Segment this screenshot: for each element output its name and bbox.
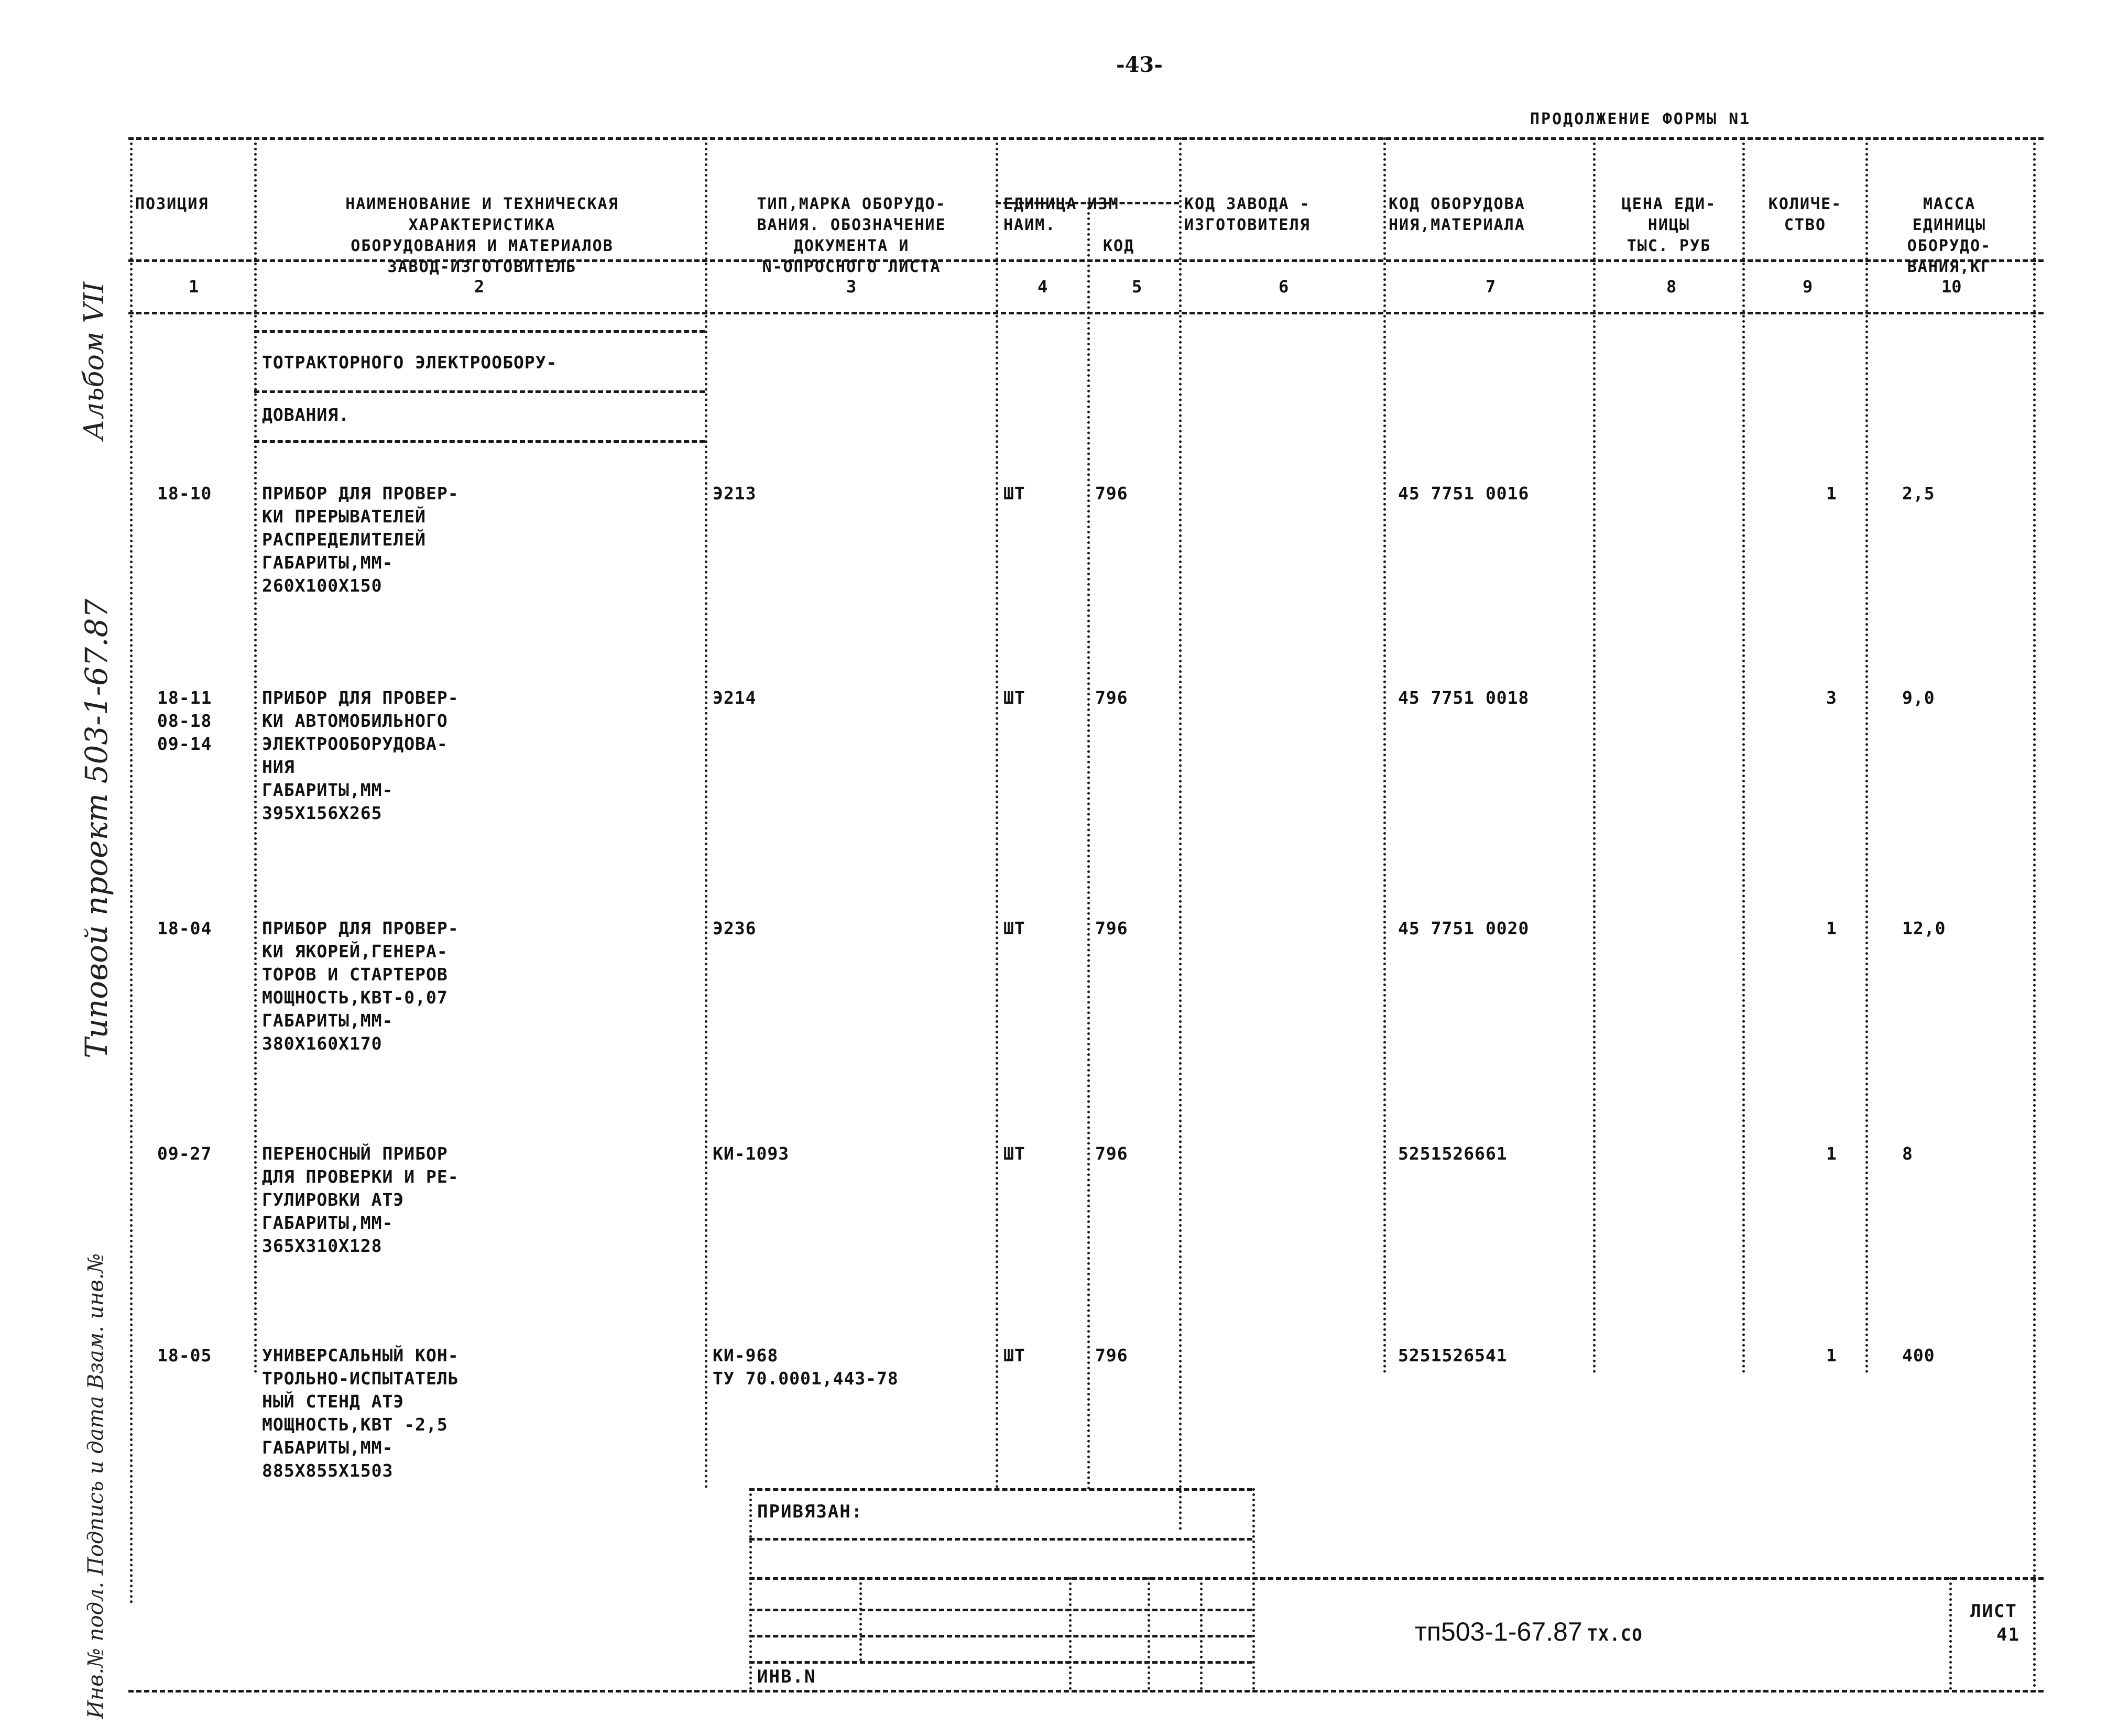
table-row-unit: ШТ (1003, 687, 1025, 708)
table-row-quantity: 1 (1826, 1345, 1837, 1366)
stamp-side-label: Инв.№ подл. Подпись и дата Взам. инв.№ (84, 1253, 108, 1719)
column-divider (1179, 137, 1182, 1531)
stamp-rule (749, 1661, 1252, 1664)
stamp-divider (749, 1488, 752, 1690)
column-number: 10 (1941, 277, 1962, 297)
table-row-name: УНИВЕРСАЛЬНЫЙ КОН- ТРОЛЬНО-ИСПЫТАТЕЛЬ НЫЙ СТЕНД АТЭ МОЩНОСТЬ,КВТ -2,5 ГАБАРИТЫ,ММ- 885Х855Х1503 (262, 1345, 459, 1481)
table-row-name: ПЕРЕНОСНЫЙ ПРИБОР ДЛЯ ПРОВЕРКИ И РЕ- ГУЛИРОВКИ АТЭ ГАБАРИТЫ,ММ- 365Х310Х128 (262, 1143, 459, 1256)
table-row-name: ПРИБОР ДЛЯ ПРОВЕР- КИ ЯКОРЕЙ,ГЕНЕРА- ТОРОВ И СТАРТЕРОВ МОЩНОСТЬ,КВТ-0,07 ГАБАРИТЫ,ММ- 380Х160Х170 (262, 918, 459, 1054)
stamp-rule (749, 1577, 2044, 1580)
table-row-equipment-code: 5251526661 (1398, 1143, 1508, 1164)
table-row-quantity: 1 (1826, 1143, 1837, 1164)
table-row-quantity: 1 (1826, 483, 1837, 504)
table-row-position: 18-04 (157, 918, 212, 938)
column-number: 9 (1803, 277, 1813, 297)
table-row-position: 18-11 08-18 09-14 (157, 687, 212, 754)
stamp-rule (749, 1635, 1252, 1637)
table-row-position: 09-27 (157, 1143, 212, 1164)
stamp-divider (1069, 1577, 1072, 1690)
column-number: 4 (1038, 277, 1048, 297)
table-bottom-border (128, 1690, 2044, 1693)
column-divider (130, 137, 133, 1604)
table-row-type: Э214 (713, 687, 757, 708)
stamp-rule (749, 1488, 1252, 1491)
table-row-unit: ШТ (1003, 1143, 1025, 1164)
table-row-type: Э236 (713, 918, 757, 938)
table-row-mass: 400 (1902, 1345, 1935, 1366)
header-position: ПОЗИЦИЯ (135, 195, 209, 213)
column-number: 1 (189, 277, 199, 297)
privyazan-label: ПРИВЯЗАН: (757, 1501, 864, 1522)
album-label: Альбом VII (79, 281, 110, 440)
section-title-rule (254, 390, 705, 393)
continuation-label: ПРОДОЛЖЕНИЕ ФОРМЫ N1 (1530, 110, 1751, 128)
sheet-number: 41 (1996, 1624, 2020, 1645)
column-number: 5 (1132, 277, 1142, 297)
column-divider (705, 137, 707, 1489)
section-title-line-2: ДОВАНИЯ. (262, 405, 350, 425)
document-code: тп503-1-67.87 ТХ.СО (1415, 1617, 1643, 1646)
stamp-divider (1200, 1577, 1203, 1690)
column-divider (1383, 137, 1386, 1374)
column-number: 6 (1279, 277, 1289, 297)
header-mass: МАССА ЕДИНИЦЫ ОБОРУДО- ВАНИЯ,КГ (1907, 195, 1992, 276)
stamp-divider (859, 1577, 862, 1661)
column-divider (1593, 137, 1596, 1374)
table-row-unit: ШТ (1003, 918, 1025, 938)
table-row-unit-code: 796 (1095, 918, 1128, 938)
column-number: 3 (846, 277, 857, 297)
page-number: -43- (1116, 52, 1163, 77)
column-number: 8 (1666, 277, 1677, 297)
column-number-bottom-border (128, 312, 2044, 314)
table-row-mass: 9,0 (1902, 687, 1935, 708)
inventory-number-label: ИНВ.N (757, 1666, 816, 1687)
header-price: ЦЕНА ЕДИ- НИЦЫ ТЫС. РУБ (1621, 195, 1717, 255)
column-divider (1087, 202, 1090, 1491)
stamp-rule (749, 1609, 1252, 1611)
table-row-name: ПРИБОР ДЛЯ ПРОВЕР- КИ ПРЕРЫВАТЕЛЕЙ РАСПРЕДЕЛИТЕЛЕЙ ГАБАРИТЫ,ММ- 260Х100Х150 (262, 483, 459, 596)
table-row-equipment-code: 45 7751 0016 (1398, 483, 1530, 504)
table-row-equipment-code: 45 7751 0020 (1398, 918, 1530, 938)
table-row-name: ПРИБОР ДЛЯ ПРОВЕР- КИ АВТОМОБИЛЬНОГО ЭЛЕКТРООБОРУДОВА- НИЯ ГАБАРИТЫ,ММ- 395Х156Х265 (262, 687, 459, 823)
header-unit: ЕДИНИЦА ИЗМ НАИМ. (1003, 195, 1119, 234)
sheet-label: ЛИСТ (1970, 1601, 2017, 1622)
header-name: НАИМЕНОВАНИЕ И ТЕХНИЧЕСКАЯ ХАРАКТЕРИСТИКА ОБОРУДОВАНИЯ И МАТЕРИАЛОВ ЗАВОД-ИЗГОТОВИТЕЛЬ (345, 195, 619, 276)
column-divider (2033, 137, 2036, 1688)
header-type: ТИП,МАРКА ОБОРУДО- ВАНИЯ. ОБОЗНАЧЕНИЕ ДОКУМЕНТА И N-ОПРОСНОГО ЛИСТА (757, 195, 946, 276)
section-title-line-1: ТОТРАКТОРНОГО ЭЛЕКТРООБОРУ- (262, 352, 558, 373)
table-row-type: Э213 (713, 483, 757, 504)
table-top-border (128, 137, 2044, 140)
table-row-type: КИ-1093 (713, 1143, 790, 1164)
table-row-quantity: 1 (1826, 918, 1837, 938)
table-row-equipment-code: 5251526541 (1398, 1345, 1508, 1366)
table-row-unit: ШТ (1003, 1345, 1025, 1366)
column-divider (1742, 137, 1745, 1374)
column-divider (996, 137, 998, 1489)
table-row-position: 18-10 (157, 483, 212, 504)
header-quantity: КОЛИЧЕ- СТВО (1768, 195, 1842, 234)
project-label: Типовой проект 503-1-67.87 (79, 598, 114, 1058)
stamp-divider (1949, 1577, 1952, 1690)
table-row-type: КИ-968 ТУ 70.0001,443-78 (713, 1345, 899, 1389)
table-row-mass: 12,0 (1902, 918, 1946, 938)
section-title-rule (254, 440, 705, 443)
table-row-unit-code: 796 (1095, 687, 1128, 708)
header-equipment-code: КОД ОБОРУДОВА НИЯ,МАТЕРИАЛА (1389, 195, 1525, 234)
column-number: 2 (474, 277, 485, 297)
header-unit-code: КОД (1103, 237, 1135, 255)
column-number: 7 (1486, 277, 1496, 297)
table-row-unit: ШТ (1003, 483, 1025, 504)
stamp-rule (749, 1538, 1252, 1541)
table-row-position: 18-05 (157, 1345, 212, 1366)
column-divider (1865, 137, 1868, 1374)
section-title-rule (254, 330, 705, 333)
table-row-unit-code: 796 (1095, 483, 1128, 504)
table-row-mass: 2,5 (1902, 483, 1935, 504)
table-row-mass: 8 (1902, 1143, 1913, 1164)
stamp-divider (1148, 1577, 1150, 1690)
table-row-unit-code: 796 (1095, 1143, 1128, 1164)
column-divider (254, 137, 257, 1374)
table-row-unit-code: 796 (1095, 1345, 1128, 1366)
table-row-quantity: 3 (1826, 687, 1837, 708)
stamp-divider (1252, 1488, 1255, 1690)
table-row-equipment-code: 45 7751 0018 (1398, 687, 1530, 708)
header-factory-code: КОД ЗАВОДА - ИЗГОТОВИТЕЛЯ (1184, 195, 1311, 234)
